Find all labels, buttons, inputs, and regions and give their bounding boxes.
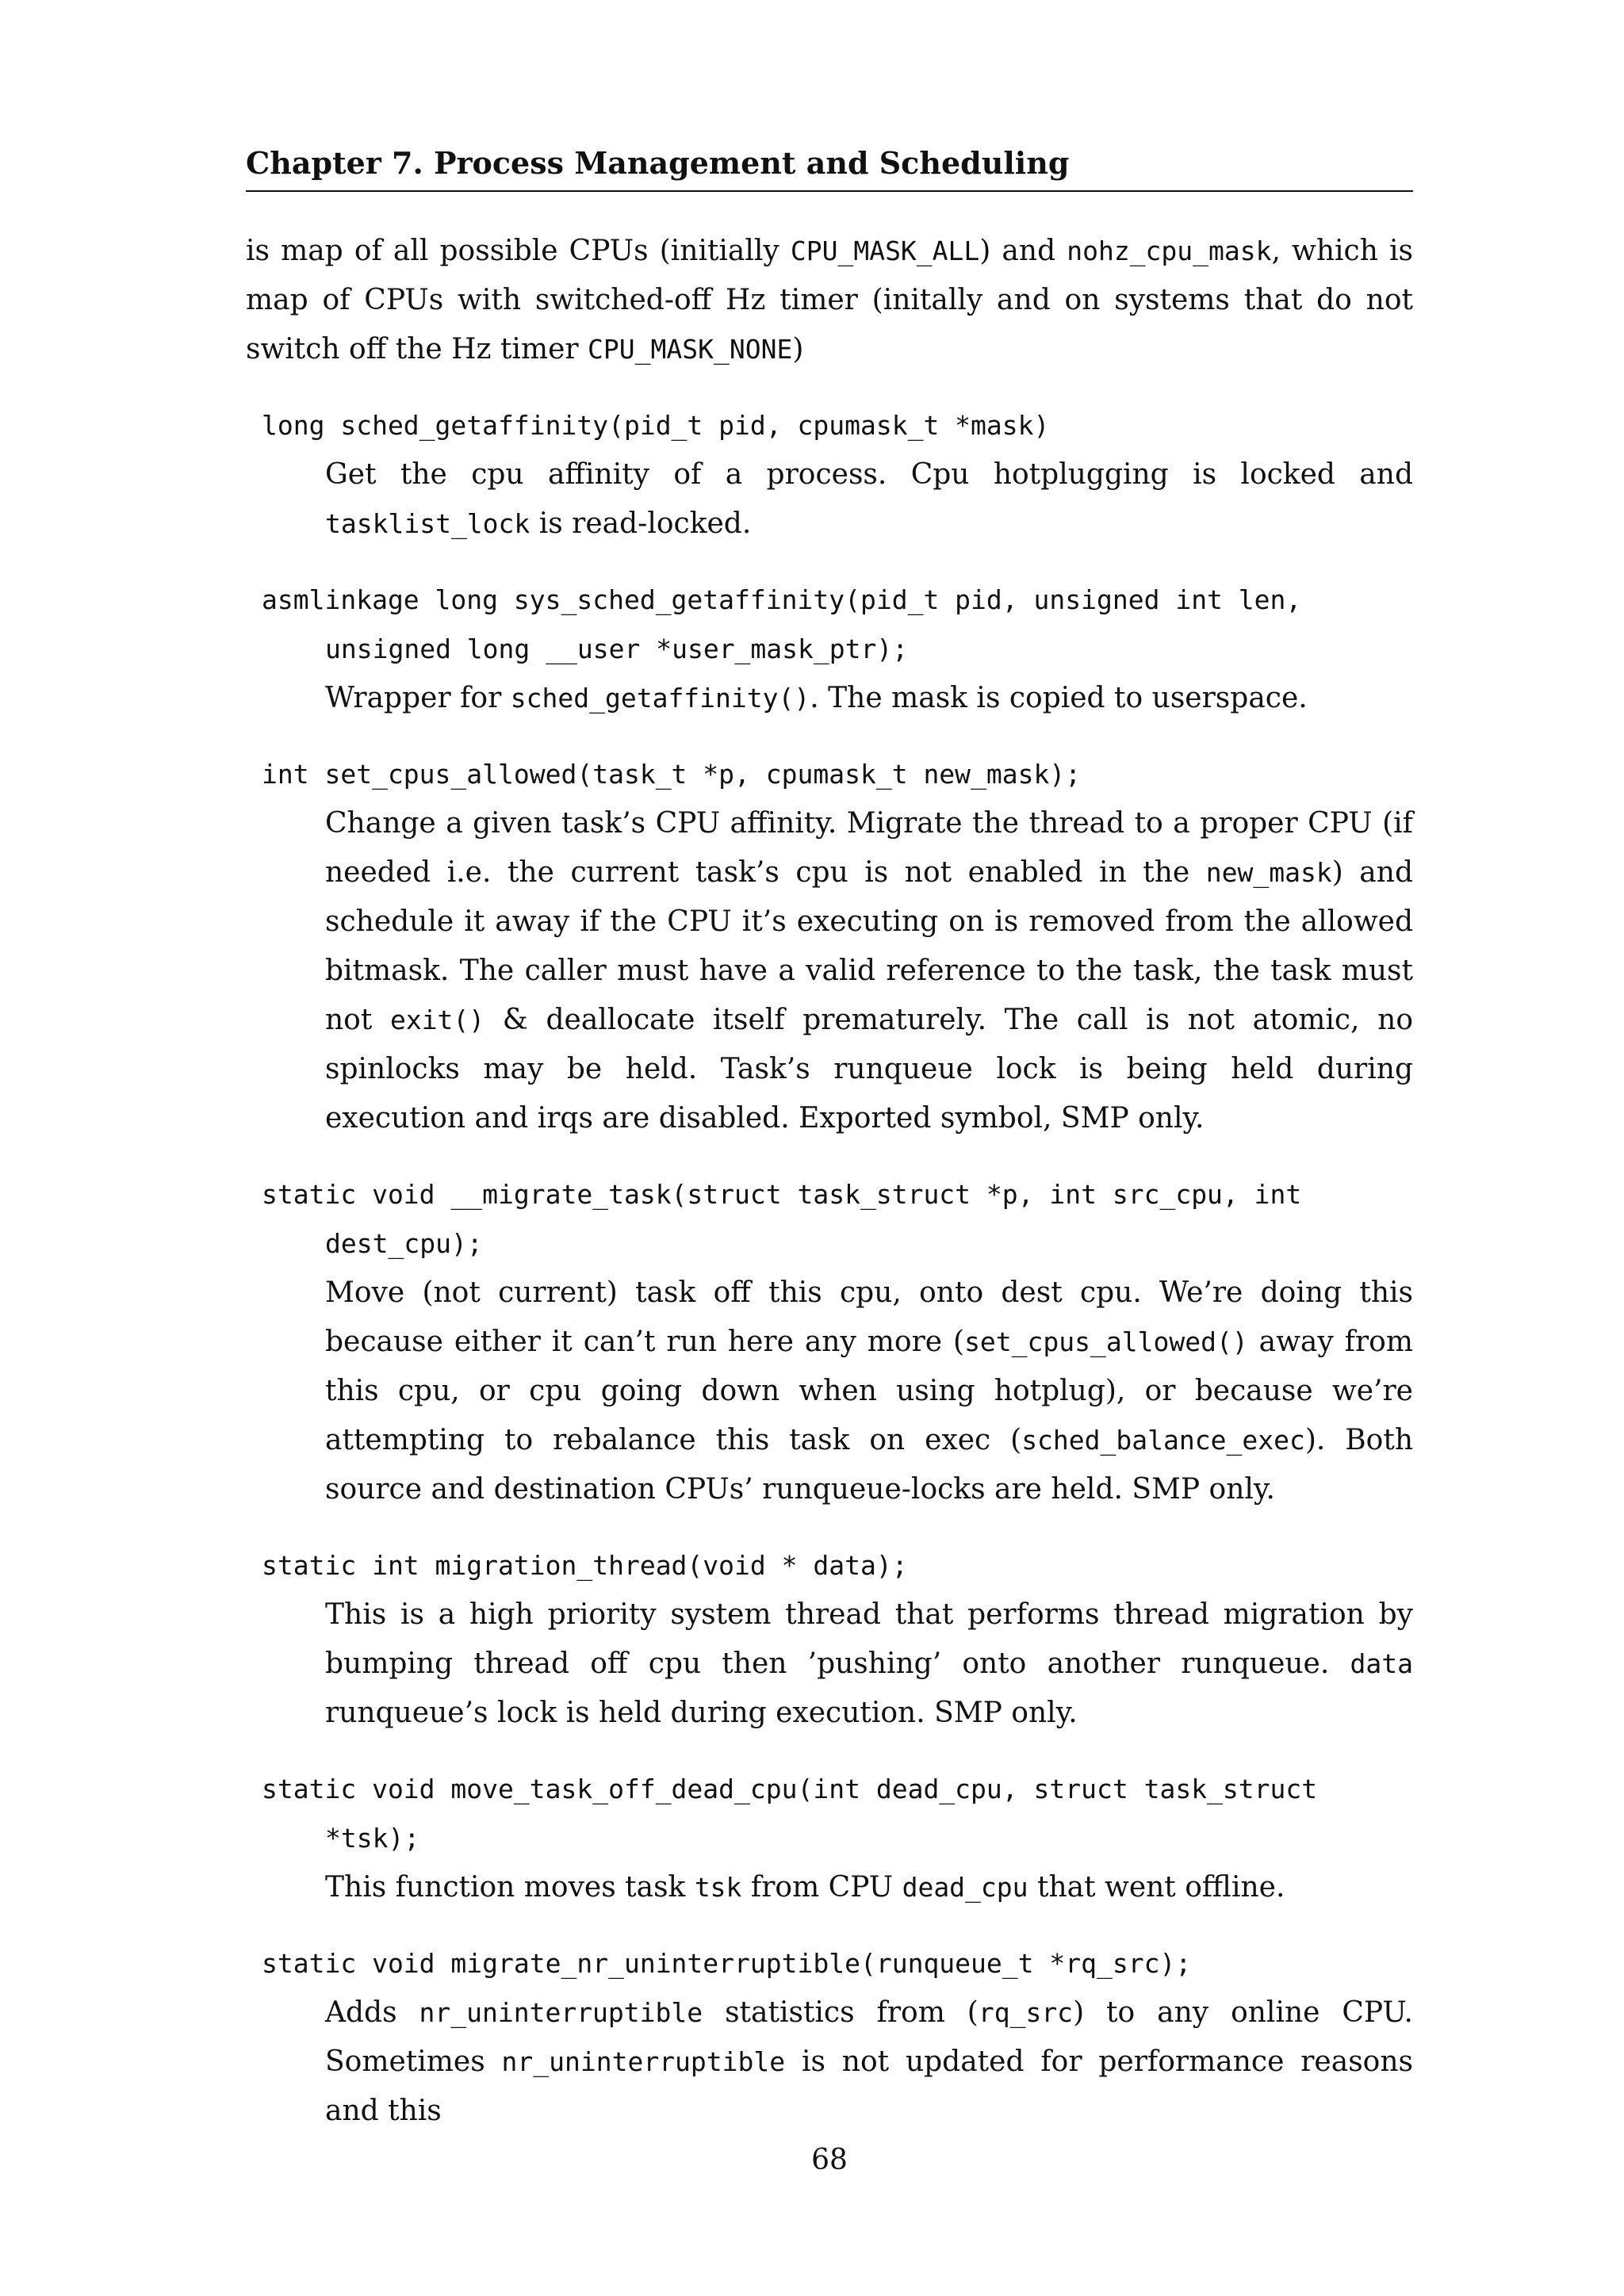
function-signature: int set_cpus_allowed(task_t *p, cpumask_t new_mask); xyxy=(262,759,1082,790)
code-cpu-mask-all: CPU_MASK_ALL xyxy=(790,235,980,266)
desc-code: sched_balance_exec xyxy=(1021,1425,1305,1456)
desc-text: ). Both source and destination CPUs’ runqueue-locks are held. SMP only. xyxy=(325,1424,1414,1506)
running-header: Chapter 7. Process Management and Scheduling xyxy=(246,141,1413,192)
function-signature: asmlinkage long sys_sched_getaffinity(pid_t pid, unsigned int len, unsigned long __user *user_mask_ptr); xyxy=(262,584,1318,664)
desc-text: ) to any online CPU. Sometimes xyxy=(325,1996,1413,2078)
intro-text-4: ) xyxy=(792,333,804,365)
function-description xyxy=(325,674,1413,723)
desc-text: Move (not current) task off this cpu, onto dest cpu. We’re doing this because either it can’t run here any more ( xyxy=(325,1276,1413,1358)
desc-text: Change a given task’s CPU affinity. Migrate the thread to a proper CPU (if needed i.e. the current task’s cpu is not enabled in the xyxy=(325,807,1413,889)
function-description xyxy=(325,1269,1413,1514)
desc-code: dead_cpu xyxy=(902,1872,1028,1903)
page-number: 68 xyxy=(811,2144,848,2176)
desc-text: statistics from ( xyxy=(703,1996,979,2029)
function-signature: static void __migrate_task(struct task_struct *p, int src_cpu, int dest_cpu); xyxy=(262,1179,1318,1259)
function-entry-set-cpus-allowed xyxy=(246,750,1413,1143)
desc-text: ) and schedule it away if the CPU it’s executing on is removed from the allowed bitmask. The caller must have a valid reference to the task, the task must not xyxy=(325,856,1414,1036)
desc-text: Get the cpu affinity of a process. Cpu hotplugging is locked and xyxy=(325,458,1413,491)
intro-text-2: ) and xyxy=(979,235,1067,267)
desc-text: . The mask is copied to userspace. xyxy=(810,682,1308,714)
intro-paragraph xyxy=(246,227,1413,374)
desc-text: runqueue’s lock is held during execution. SMP only. xyxy=(325,1697,1078,1729)
desc-code: tsk xyxy=(694,1872,742,1903)
function-entry-sys-sched-getaffinity xyxy=(246,576,1413,723)
function-entry-migrate-nr-uninterruptible xyxy=(246,1939,1413,2136)
desc-code: new_mask xyxy=(1205,857,1332,888)
intro-text-1: is map of all possible CPUs (initially xyxy=(246,235,791,267)
document-page xyxy=(246,0,1413,2296)
code-cpu-mask-none: CPU_MASK_NONE xyxy=(588,334,793,365)
desc-text: away from this cpu, or cpu going down when using hotplug), or because we’re attempting to rebalance this task on exec ( xyxy=(325,1326,1413,1456)
desc-code: tasklist_lock xyxy=(325,508,530,539)
function-entry-migrate-task xyxy=(246,1170,1413,1514)
desc-text: Adds xyxy=(325,1996,419,2029)
desc-text: from CPU xyxy=(741,1871,902,1904)
page-body xyxy=(246,227,1413,2136)
function-entry-sched-getaffinity xyxy=(246,401,1413,549)
function-entry-move-task-off-dead-cpu xyxy=(246,1765,1413,1912)
function-signature: static int migration_thread(void * data); xyxy=(262,1550,908,1581)
code-nohz-cpu-mask: nohz_cpu_mask xyxy=(1067,235,1272,266)
desc-text: that went offline. xyxy=(1028,1871,1285,1904)
desc-text: & deallocate itself prematurely. The call is not atomic, no spinlocks may be held. Task’s runqueue lock is being held during execution and irqs are disabled. Exported symbol, SMP only. xyxy=(325,1004,1413,1135)
desc-code: exit() xyxy=(389,1004,485,1035)
desc-code: sched_getaffinity() xyxy=(510,683,810,714)
desc-code: data xyxy=(1350,1648,1413,1679)
desc-text: is not updated for performance reasons and this xyxy=(325,2045,1413,2127)
function-signature: static void move_task_off_dead_cpu(int dead_cpu, struct task_struct *tsk); xyxy=(262,1774,1334,1854)
function-signature: long sched_getaffinity(pid_t pid, cpumask_t *mask) xyxy=(262,410,1050,441)
function-description xyxy=(325,1863,1413,1912)
desc-code: nr_uninterruptible xyxy=(419,1997,703,2028)
function-description xyxy=(325,1590,1413,1738)
function-entry-migration-thread xyxy=(246,1541,1413,1738)
function-description xyxy=(325,799,1413,1143)
desc-text: is read-locked. xyxy=(530,507,752,540)
intro-text-3: , which is map of CPUs with switched-off Hz timer (initally and on systems that do not switch off the Hz timer xyxy=(246,235,1413,365)
desc-text: Wrapper for xyxy=(325,682,511,714)
desc-text: This is a high priority system thread that performs thread migration by bumping thread off cpu then ’pushing’ onto another runqueue. xyxy=(325,1598,1413,1680)
function-description xyxy=(325,1988,1413,2136)
desc-code: rq_src xyxy=(978,1997,1074,2028)
desc-code: set_cpus_allowed() xyxy=(964,1326,1248,1357)
desc-text: This function moves task xyxy=(325,1871,695,1904)
function-signature: static void migrate_nr_uninterruptible(runqueue_t *rq_src); xyxy=(262,1948,1192,1979)
desc-code: nr_uninterruptible xyxy=(501,2046,786,2077)
function-description xyxy=(325,450,1413,549)
